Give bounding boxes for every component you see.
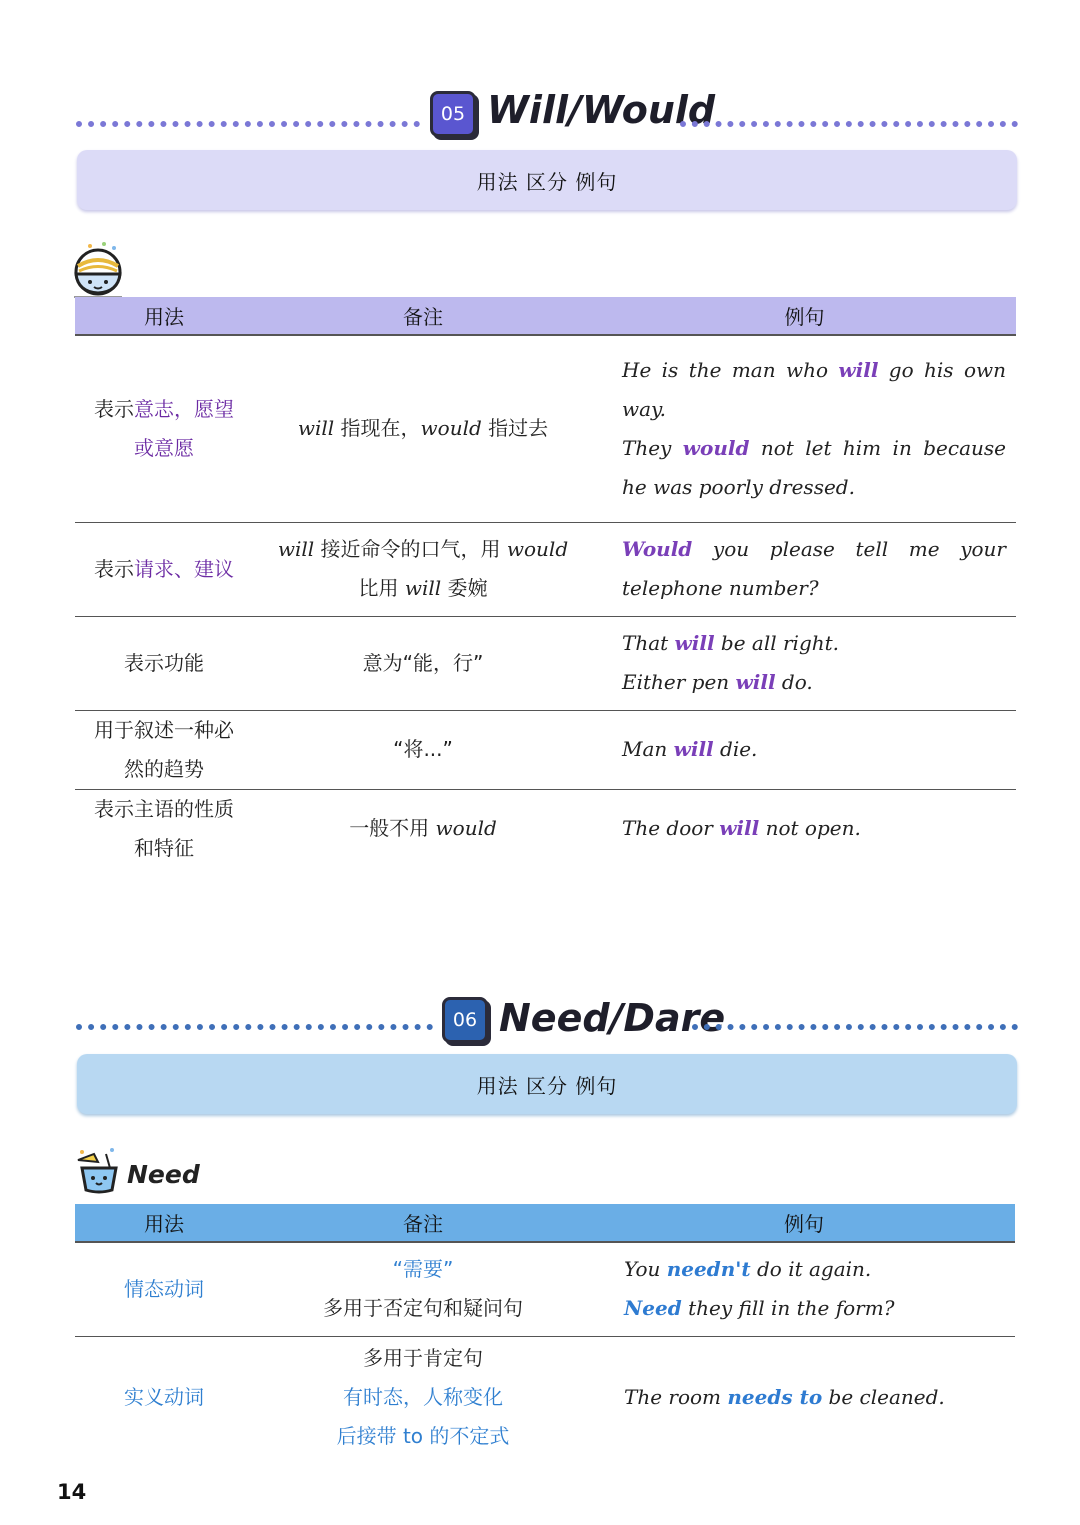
- text-fragment: you please tell me your telephone number?: [622, 537, 1006, 600]
- usage-cell: [75, 616, 253, 710]
- text-fragment: That: [622, 631, 675, 655]
- text-fragment: go his own way.: [622, 357, 1006, 421]
- text-fragment: 表示主语的性质: [94, 796, 234, 821]
- keyword-highlight: will: [673, 737, 714, 761]
- keyword-highlight: Need: [624, 1296, 682, 1321]
- text-fragment: 有时态，人称变化: [343, 1384, 503, 1409]
- usage-cell: [75, 522, 253, 616]
- text-fragment: do it again.: [750, 1257, 872, 1282]
- section-number-badge: 05: [430, 91, 476, 137]
- note-cell: [253, 522, 593, 616]
- dotted-rule-right: [680, 121, 1018, 127]
- table-row: [75, 789, 1016, 868]
- note-cell: [253, 335, 593, 522]
- text-fragment: Man: [622, 737, 674, 761]
- keyword-highlight: will: [838, 357, 879, 382]
- text-fragment: would: [506, 537, 569, 561]
- text-fragment: 实义动词: [124, 1384, 204, 1409]
- note-cell: [253, 1242, 593, 1336]
- noodle-bowl-icon: [70, 240, 126, 300]
- need-table: [75, 1204, 1015, 1458]
- text-fragment: not let him in because he was poorly dressed.: [622, 435, 1006, 499]
- text-fragment: 接近命令的口气，用: [314, 537, 507, 561]
- text-fragment: would: [435, 816, 497, 840]
- drink-cup-icon: [72, 1146, 122, 1196]
- text-fragment: be all right.: [714, 631, 840, 655]
- text-fragment: 然的趋势: [124, 756, 204, 781]
- usage-cell: [75, 1336, 253, 1458]
- section-subheading-band: 用法 区分 例句: [77, 150, 1017, 210]
- keyword-highlight: Would: [622, 537, 693, 561]
- example-cell: [593, 710, 1016, 789]
- keyword-highlight: needs to: [727, 1384, 823, 1409]
- text-fragment: would: [420, 416, 482, 441]
- text-fragment: 请求、建议: [134, 556, 234, 581]
- text-fragment: 表示功能: [124, 650, 204, 675]
- text-fragment: 比用: [358, 576, 405, 600]
- section-title-row: [0, 88, 1080, 148]
- table-row: [75, 1242, 1015, 1336]
- table-header-row: [75, 1204, 1015, 1242]
- usage-cell: [75, 710, 253, 789]
- note-cell: [253, 1336, 593, 1458]
- table-row: [75, 335, 1016, 522]
- text-fragment: will: [297, 416, 335, 441]
- text-fragment: 或意愿: [134, 435, 194, 460]
- text-fragment: 后接带 to 的不定式: [336, 1423, 510, 1448]
- keyword-highlight: will: [674, 631, 715, 655]
- text-fragment: will: [404, 576, 442, 600]
- text-fragment: 指现在，: [334, 416, 421, 441]
- note-cell: [253, 710, 593, 789]
- section-subheading-band: 用法 区分 例句: [77, 1054, 1017, 1114]
- usage-cell: [75, 335, 253, 522]
- text-fragment: die.: [713, 737, 758, 761]
- header-usage: 用法: [75, 297, 253, 335]
- usage-cell: [75, 1242, 253, 1336]
- example-cell: [593, 789, 1016, 868]
- text-fragment: 和特征: [134, 835, 194, 860]
- text-fragment: 委婉: [441, 576, 488, 600]
- keyword-highlight: would: [682, 435, 750, 460]
- header-note: 备注: [253, 1204, 593, 1242]
- example-cell: [593, 1242, 1015, 1336]
- text-fragment: “需要”: [392, 1257, 454, 1282]
- dotted-rule-left: [76, 121, 420, 127]
- text-fragment: He is the man who: [622, 357, 839, 382]
- text-fragment: 多用于否定句和疑问句: [323, 1296, 523, 1321]
- text-fragment: 情态动词: [124, 1276, 204, 1301]
- text-fragment: 意为“能，行”: [362, 650, 484, 675]
- example-cell: [593, 335, 1016, 522]
- section-number-badge: 06: [442, 997, 488, 1043]
- text-fragment: 多用于肯定句: [363, 1345, 483, 1370]
- need-sublabel: Need: [127, 1160, 200, 1189]
- text-fragment: 一般不用: [349, 816, 436, 840]
- text-fragment: Either pen: [622, 670, 736, 694]
- header-example: 例句: [593, 1204, 1015, 1242]
- keyword-highlight: will: [735, 670, 776, 694]
- note-cell: [253, 789, 593, 868]
- keyword-highlight: needn't: [666, 1257, 751, 1282]
- text-fragment: do.: [775, 670, 813, 694]
- text-fragment: 指过去: [481, 416, 549, 441]
- example-cell: [593, 1336, 1015, 1458]
- dotted-rule-left: [76, 1024, 433, 1030]
- usage-cell: [75, 789, 253, 868]
- note-cell: [253, 616, 593, 710]
- text-fragment: You: [624, 1257, 667, 1282]
- table-header-row: [75, 297, 1016, 335]
- text-fragment: They: [622, 435, 683, 460]
- will-would-table: [75, 297, 1016, 868]
- text-fragment: 意志，愿望: [134, 396, 234, 421]
- text-fragment: 用于叙述一种必: [94, 717, 234, 742]
- keyword-highlight: will: [719, 816, 760, 840]
- table-row: [75, 616, 1016, 710]
- section-title: Need/Dare: [499, 996, 726, 1040]
- text-fragment: The door: [622, 816, 720, 840]
- text-fragment: be cleaned.: [822, 1384, 945, 1409]
- section-title-row: [0, 994, 1080, 1054]
- example-cell: [593, 522, 1016, 616]
- table-row: [75, 1336, 1015, 1458]
- text-fragment: “将...”: [393, 737, 453, 761]
- page-number: 14: [57, 1480, 87, 1504]
- header-note: 备注: [253, 297, 593, 335]
- text-fragment: will: [277, 537, 315, 561]
- dotted-rule-right: [692, 1024, 1018, 1030]
- text-fragment: 表示: [94, 396, 134, 421]
- section-title: Will/Would: [487, 88, 716, 132]
- text-fragment: they fill in the form?: [681, 1296, 895, 1321]
- header-usage: 用法: [75, 1204, 253, 1242]
- header-example: 例句: [593, 297, 1016, 335]
- text-fragment: 表示: [94, 556, 134, 581]
- text-fragment: The room: [624, 1384, 728, 1409]
- table-row: [75, 522, 1016, 616]
- example-cell: [593, 616, 1016, 710]
- text-fragment: not open.: [759, 816, 861, 840]
- table-row: [75, 710, 1016, 789]
